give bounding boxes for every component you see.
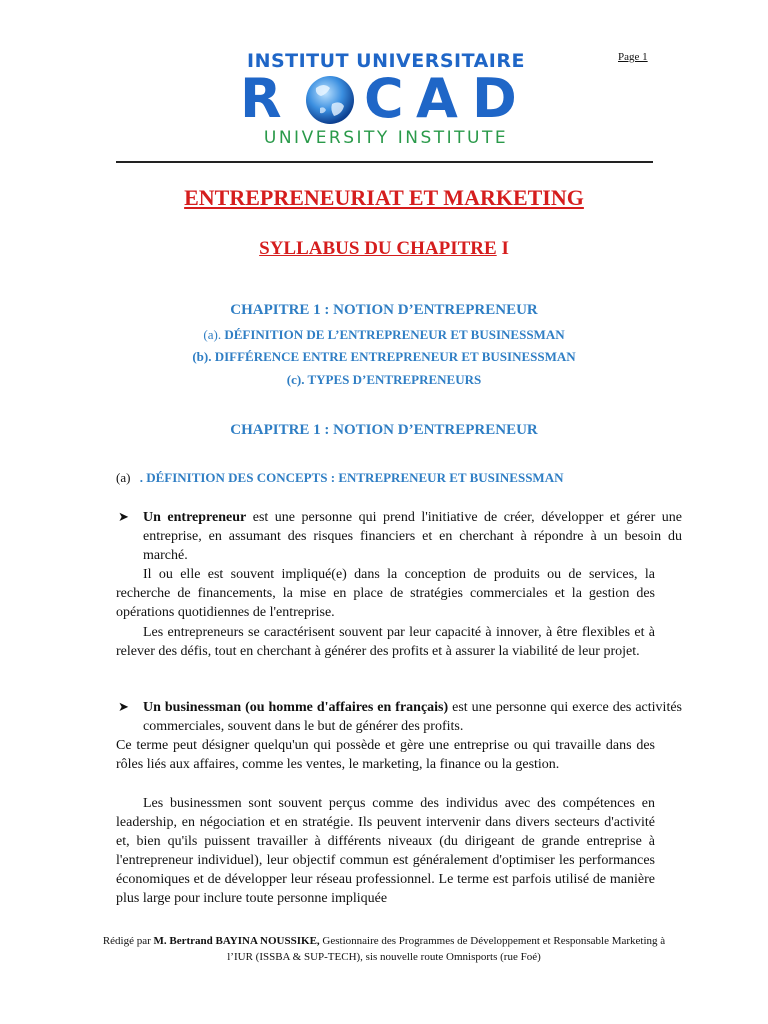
logo-top-text: INSTITUT UNIVERSITAIRE <box>247 50 525 72</box>
businessman-definition <box>116 698 682 736</box>
outline-item-b <box>0 349 768 365</box>
logo-letter-a: A <box>416 67 458 130</box>
businessman-paragraph-2: Ce terme peut désigner quelqu'un qui possède et gère une entreprise ou qui travaille dans des rôles liés aux affaires, comme les ventes, le marketing, la finance ou la gestion. <box>116 738 655 772</box>
businessman-definition-text: est une personne qui exerce des activités commerciales, souvent dans le but de générer des profits. <box>143 700 682 734</box>
header-divider <box>116 161 653 163</box>
entrepreneur-paragraph-3: Les entrepreneurs se caractérisent souvent par leur capacité à innover, à être flexibles et à relever des défis, tout en cherchant à générer des profits et à assurer la viabilité de leur projet. <box>116 625 655 659</box>
outline-item-c-prefix: (c). <box>286 372 308 387</box>
page-number: Page 1 <box>618 51 648 63</box>
syllabus-title <box>0 238 768 260</box>
document-title: ENTREPRENEURIAT ET MARKETING <box>184 185 584 210</box>
section-a-heading <box>116 470 563 486</box>
section-chapter-heading: CHAPITRE 1 : NOTION D’ENTREPRENEUR <box>230 422 538 438</box>
bullet-icon: ➤ <box>118 699 129 714</box>
logo-bottom-text: UNIVERSITY INSTITUTE <box>263 128 509 148</box>
logo-letter-c: C <box>364 67 404 130</box>
syllabus-title-text: SYLLABUS DU CHAPITRE <box>259 238 497 259</box>
entrepreneur-definition-text: est une personne qui prend l'initiative de créer, développer et gérer une entreprise, en assumant des risques financiers et en cherchant à répondre à un besoin du marché. <box>143 510 682 563</box>
outline-item-c <box>0 372 768 388</box>
entrepreneur-definition <box>116 508 682 565</box>
logo-rocad <box>236 67 536 130</box>
syllabus-title-suffix: I <box>496 238 509 259</box>
section-a-title: . DÉFINITION DES CONCEPTS : ENTREPRENEUR ET BUSINESSMAN <box>136 470 564 485</box>
rocad-logo <box>236 50 536 152</box>
businessman-term: Un businessman (ou homme d'affaires en français) <box>143 700 449 715</box>
outline-item-a-text: DÉFINITION DE L’ENTREPRENEUR ET BUSINESSMAN <box>224 327 565 342</box>
businessman-paragraph-3: Les businessmen sont souvent perçus comme des individus avec des compétences en leadership, en négociation et en stratégie. Ils peuvent intervenir dans divers secteurs d'activité et, bien qu'ils puissent travailler à différents niveaux (du dirigeant de grande entreprise à l'entrepreneur individuel), leur objectif commun est généralement d'optimiser les performances économiques et de développer leur réseau professionnel. Le terme est parfois utilisé de manière plus large pour inclure toute personne impliquée <box>116 796 655 906</box>
page-footer <box>100 933 668 965</box>
outline-item-a-prefix: (a). <box>203 327 225 342</box>
outline-chapter-heading: CHAPITRE 1 : NOTION D’ENTREPRENEUR <box>230 302 538 318</box>
outline-item-b-text: DIFFÉRENCE ENTRE ENTREPRENEUR ET BUSINESSMAN <box>214 349 576 364</box>
outline-item-b-prefix: (b). <box>192 349 215 364</box>
globe-icon <box>302 74 358 126</box>
logo-letter-d: D <box>472 67 517 130</box>
entrepreneur-paragraph-2: Il ou elle est souvent impliqué(e) dans la conception de produits ou de services, la recherche de financements, la mise en place de stratégies commerciales et la gestion des opérations quotidiennes de l'entreprise. <box>116 567 655 620</box>
footer-text: Gestionnaire des Programmes de Développement et Responsable Marketing à l’IUR (ISSBA & SUP-TECH), sis nouvelle route Omnisports (rue Foé) <box>227 935 666 963</box>
footer-prefix: Rédigé par <box>102 935 154 947</box>
logo-letter-r: R <box>240 67 282 130</box>
bullet-icon: ➤ <box>118 509 129 524</box>
section-a-marker: (a) <box>116 470 131 485</box>
outline-item-c-text: TYPES D’ENTREPRENEURS <box>307 372 482 387</box>
outline-item-a <box>0 327 768 343</box>
entrepreneur-term: Un entrepreneur <box>143 510 247 525</box>
footer-author: M. Bertrand BAYINA NOUSSIKE, <box>153 935 320 947</box>
